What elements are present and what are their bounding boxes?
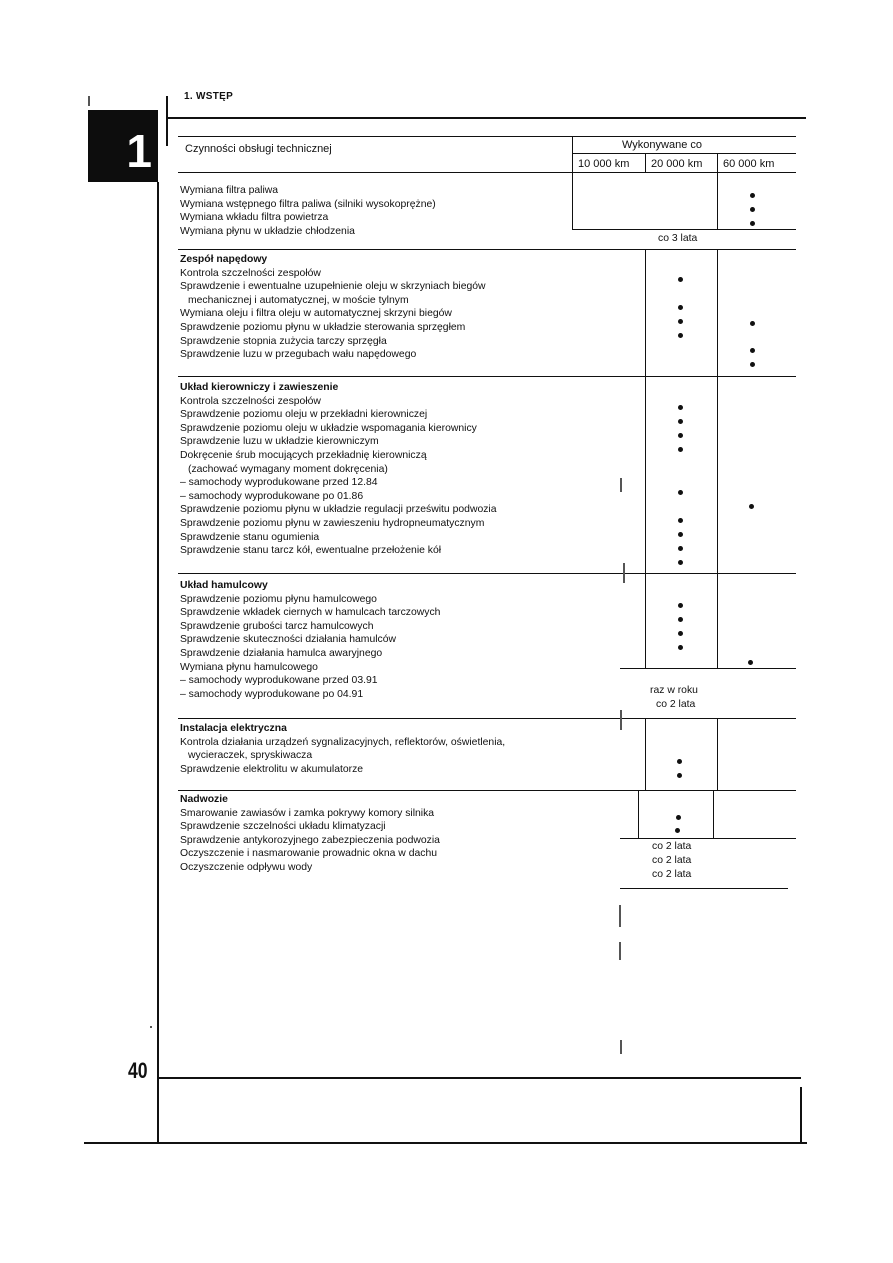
table-bottom-rule [620,888,788,889]
scan-speck [619,905,621,927]
task-row: Kontrola szczelności zespołów [180,395,321,407]
section-body [180,793,440,875]
task-row: wycieraczek, spryskiwacza [188,750,313,762]
task-row: Sprawdzenie luzu w układzie kierowniczym [180,436,379,448]
task-column-divider [572,136,573,173]
task-row: Kontrola działania urządzeń sygnalizacyjnych, reflektorów, oświetlenia, [180,736,506,748]
section-electrical [180,722,505,776]
task-row: Sprawdzenie stanu ogumienia [180,531,320,543]
section-title: Układ kierowniczy i zawieszenie [180,382,339,393]
task-row: Wymiana płynu hamulcowego [180,661,318,673]
footer-rule [157,1077,801,1079]
mark-dot [678,617,683,622]
section-4-divider-b [717,718,718,790]
scan-speck [620,710,622,730]
mark-dot [749,504,754,509]
interval-60000-header: 60 000 km [723,158,775,170]
mark-dot [750,321,755,326]
task-row: Sprawdzenie poziomu oleju w przekładni kierowniczej [180,409,428,421]
task-row: Sprawdzenie poziomu płynu hamulcowego [180,593,377,605]
task-row: Sprawdzenie skuteczności działania hamulców [180,634,397,646]
task-row: Sprawdzenie stopnia zużycia tarczy sprzęgła [180,335,387,347]
section-2-divider-b [717,376,718,573]
task-row: Wymiana oleju i filtra oleju w automatycznej skrzyni biegów [180,308,452,320]
mark-dot [748,660,753,665]
scan-speck [620,478,622,492]
section-3-note: co 2 lata [656,699,696,710]
mark-dot [678,433,683,438]
page-number: 40 [128,1058,148,1083]
section-5-note: co 2 lata [652,855,692,866]
table-top-rule [178,136,796,137]
task-row: – samochody wyprodukowane przed 03.91 [180,675,378,687]
header-rule [166,117,806,119]
task-row: Sprawdzenie poziomu oleju w układzie wspomagania kierownicy [180,422,477,434]
bottom-rule [84,1142,807,1144]
scan-speck [620,1040,622,1054]
chapter-tab-notch [88,110,94,182]
task-row: Kontrola szczelności zespołów [180,267,321,279]
section-3-divider-a [645,573,646,668]
task-row: – samochody wyprodukowane po 04.91 [180,688,364,700]
mark-dot [677,759,682,764]
mark-dot [678,419,683,424]
interval-10000-header: 10 000 km [578,158,630,170]
section-3-note-rule [620,668,796,669]
section-rule [178,718,796,719]
interval-header-rule [572,153,796,154]
mark-dot [678,546,683,551]
mark-dot [678,305,683,310]
mark-dot [678,603,683,608]
mark-dot [750,362,755,367]
task-row: Sprawdzenie antykorozyjnego zabezpieczenia podwozia [180,834,440,846]
task-row: Sprawdzenie wkładek ciernych w hamulcach tarczowych [180,607,441,619]
task-row: – samochody wyprodukowane przed 12.84 [180,477,378,489]
col3-header-divider [717,153,718,173]
task-row: Wymiana filtra paliwa [180,185,279,196]
section-0-note: co 3 lata [658,233,698,244]
task-row: Sprawdzenie luzu w przegubach wału napędowego [180,349,417,361]
task-column-header: Czynności obsługi technicznej [185,143,332,155]
task-row: – samochody wyprodukowane po 01.86 [180,490,364,502]
left-margin-rule [166,96,168,146]
section-2-divider-a [645,376,646,573]
section-5-note-rule [620,838,796,839]
section-title: Nadwozie [180,794,228,805]
section-1-divider-b [717,249,718,376]
mark-dot [678,631,683,636]
section-4-divider-a [645,718,646,790]
task-row: Sprawdzenie grubości tarcz hamulcowych [180,620,374,632]
mark-dot [678,490,683,495]
section-drivetrain [180,253,486,362]
task-row: mechanicznej i automatycznej, w moście tylnym [188,294,409,306]
scan-speck [88,96,90,106]
section-5-note: co 2 lata [652,869,692,880]
mark-dot [678,447,683,452]
mark-dot [678,319,683,324]
task-row: Wymiana płynu w układzie chłodzenia [180,225,355,237]
section-title: Zespół napędowy [180,254,268,265]
task-row: Sprawdzenie i ewentualne uzupełnienie oleju w skrzyniach biegów [180,281,486,293]
task-row: Sprawdzenie stanu tarcz kół, ewentualne przełożenie kół [180,545,442,557]
mark-dot [678,518,683,523]
task-row: Sprawdzenie poziomu płynu w zawieszeniu hydropneumatycznym [180,517,485,529]
section-1-divider-a [645,249,646,376]
task-row: Sprawdzenie szczelności układu klimatyzacji [180,821,386,833]
section-steering-suspension [180,381,497,558]
performed-column-header: Wykonywane co [622,139,702,151]
page-header-title: 1. WSTĘP [184,91,234,102]
mark-dot [678,532,683,537]
task-row: Sprawdzenie działania hamulca awaryjnego [180,647,383,659]
section-0-divider-b [717,173,718,229]
mark-dot [750,193,755,198]
interval-20000-header: 20 000 km [651,158,703,170]
section-general [180,184,436,238]
mark-dot [677,773,682,778]
left-page-rule [157,182,159,1144]
mark-dot [750,348,755,353]
task-row: Oczyszczenie odpływu wody [180,861,313,873]
chapter-tab [92,110,158,182]
section-5-divider-b [713,790,714,838]
section-0-note-rule [572,229,796,230]
section-5-note: co 2 lata [652,841,692,852]
section-3-divider-b [717,573,718,668]
mark-dot [675,828,680,833]
header-bottom-rule [178,172,796,173]
section-3-note: raz w roku [650,685,698,696]
section-rule [178,249,796,250]
scan-speck [150,1026,152,1028]
scan-speck [619,942,621,960]
mark-dot [678,333,683,338]
task-row: Smarowanie zawiasów i zamka pokrywy komory silnika [180,807,435,819]
task-row: (zachować wymagany moment dokręcenia) [188,463,388,475]
task-row: Sprawdzenie poziomu płynu w układzie regulacji prześwitu podwozia [180,504,497,516]
section-brakes [180,579,440,701]
section-5-divider-a [638,790,639,838]
mark-dot [750,207,755,212]
mark-dot [678,645,683,650]
task-row: Oczyszczenie i nasmarowanie prowadnic okna w dachu [180,848,438,860]
section-0-divider-a [572,173,573,229]
right-footer-rule [800,1087,802,1144]
mark-dot [750,221,755,226]
section-rule [178,376,796,377]
section-title: Instalacja elektryczna [180,723,287,734]
col2-header-divider [645,153,646,173]
mark-dot [678,277,683,282]
section-rule [178,790,796,791]
section-rule [178,573,796,574]
scan-speck [623,563,625,583]
task-row: Sprawdzenie poziomu płynu w układzie sterowania sprzęgłem [180,321,466,333]
task-row: Dokręcenie śrub mocujących przekładnię kierowniczą [180,449,427,461]
task-row: Wymiana wstępnego filtra paliwa (silniki wysokoprężne) [180,198,436,210]
chapter-number: 1 [126,125,152,177]
task-row: Wymiana wkładu filtra powietrza [180,212,329,224]
section-title: Układ hamulcowy [180,580,268,591]
mark-dot [678,560,683,565]
mark-dot [676,815,681,820]
task-row: Sprawdzenie elektrolitu w akumulatorze [180,763,364,775]
mark-dot [678,405,683,410]
